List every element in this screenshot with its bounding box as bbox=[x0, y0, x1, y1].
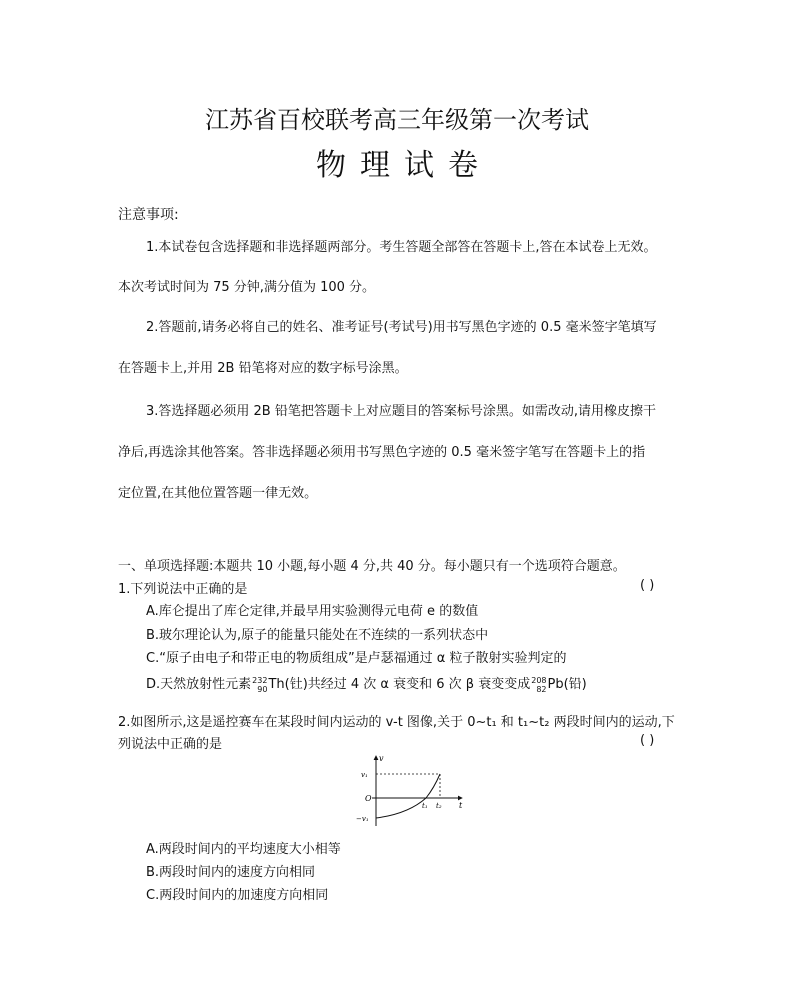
lead-atomic-number: 82 bbox=[536, 684, 547, 694]
vt-graph bbox=[352, 752, 468, 830]
notice-line: 净后,再选涂其他答案。答非选择题必须用书写黑色字迹的 0.5 毫米签字笔写在答题卡上的指 bbox=[118, 445, 646, 460]
question-2-stem: 列说法中正确的是 bbox=[118, 737, 223, 752]
thorium-atomic-number: 90 bbox=[257, 684, 268, 694]
notice-line: 定位置,在其他位置答题一律无效。 bbox=[118, 486, 318, 501]
question-2-answer-paren: ( ) bbox=[640, 733, 655, 748]
question-2-stem: 2.如图所示,这是遥控赛车在某段时间内运动的 v-t 图像,关于 0~t₁ 和 t₁~t₂ 两段时间内的运动,下 bbox=[118, 715, 675, 730]
notice-line: 1.本试卷包含选择题和非选择题两部分。考生答题全部答在答题卡上,答在本试卷上无效。 bbox=[146, 240, 657, 255]
question-1-option-a: A.库仑提出了库仑定律,并最早用实验测得元电荷 e 的数值 bbox=[146, 604, 479, 619]
question-1-stem: 1.下列说法中正确的是 bbox=[118, 582, 248, 597]
question-1-answer-paren: ( ) bbox=[640, 578, 655, 593]
exam-title: 江苏省百校联考高三年级第一次考试 bbox=[205, 106, 589, 134]
neg-v1-label: −v₁ bbox=[356, 815, 369, 823]
t-axis-label: t bbox=[459, 801, 463, 810]
notice-line: 2.答题前,请务必将自己的姓名、准考证号(考试号)用书写黑色字迹的 0.5 毫米签字笔填写 bbox=[146, 320, 657, 335]
notice-line: 3.答选择题必须用 2B 铅笔把答题卡上对应题目的答案标号涂黑。如需改动,请用橡皮擦干 bbox=[146, 404, 656, 419]
lead-nuclide bbox=[531, 676, 546, 694]
option-d-text: Pb(铅) bbox=[547, 677, 587, 692]
notice-line: 本次考试时间为 75 分钟,满分值为 100 分。 bbox=[118, 280, 376, 295]
v-axis-label: v bbox=[379, 754, 384, 763]
notice-line: 在答题卡上,并用 2B 铅笔将对应的数字标号涂黑。 bbox=[118, 361, 408, 376]
velocity-curve bbox=[376, 774, 440, 818]
notice-heading: 注意事项: bbox=[118, 207, 179, 223]
t1-label: t₁ bbox=[422, 802, 428, 810]
question-2-option-a: A.两段时间内的平均速度大小相等 bbox=[146, 842, 341, 857]
subject-title: 物理试卷 bbox=[316, 148, 492, 183]
thorium-nuclide bbox=[252, 676, 267, 694]
question-1-option-c: C.“原子由电子和带正电的物质组成”是卢瑟福通过 α 粒子散射实验判定的 bbox=[146, 651, 567, 666]
section-heading: 一、单项选择题:本题共 10 小题,每小题 4 分,共 40 分。每小题只有一个选项符合题意。 bbox=[118, 559, 626, 574]
question-1-option-b: B.玻尔理论认为,原子的能量只能处在不连续的一系列状态中 bbox=[146, 628, 489, 643]
thorium-mass-number: 232 bbox=[252, 675, 268, 685]
t2-label: t₂ bbox=[436, 802, 442, 810]
question-2-option-c: C.两段时间内的加速度方向相同 bbox=[146, 888, 329, 903]
question-2-option-b: B.两段时间内的速度方向相同 bbox=[146, 865, 316, 880]
option-d-text: Th(钍)共经过 4 次 α 衰变和 6 次 β 衰变变成 bbox=[268, 677, 531, 692]
lead-mass-number: 208 bbox=[531, 675, 547, 685]
v1-label: v₁ bbox=[361, 771, 368, 779]
origin-label: O bbox=[365, 794, 372, 803]
option-d-text: D.天然放射性元素 bbox=[146, 677, 252, 692]
question-1-option-d bbox=[146, 673, 587, 694]
